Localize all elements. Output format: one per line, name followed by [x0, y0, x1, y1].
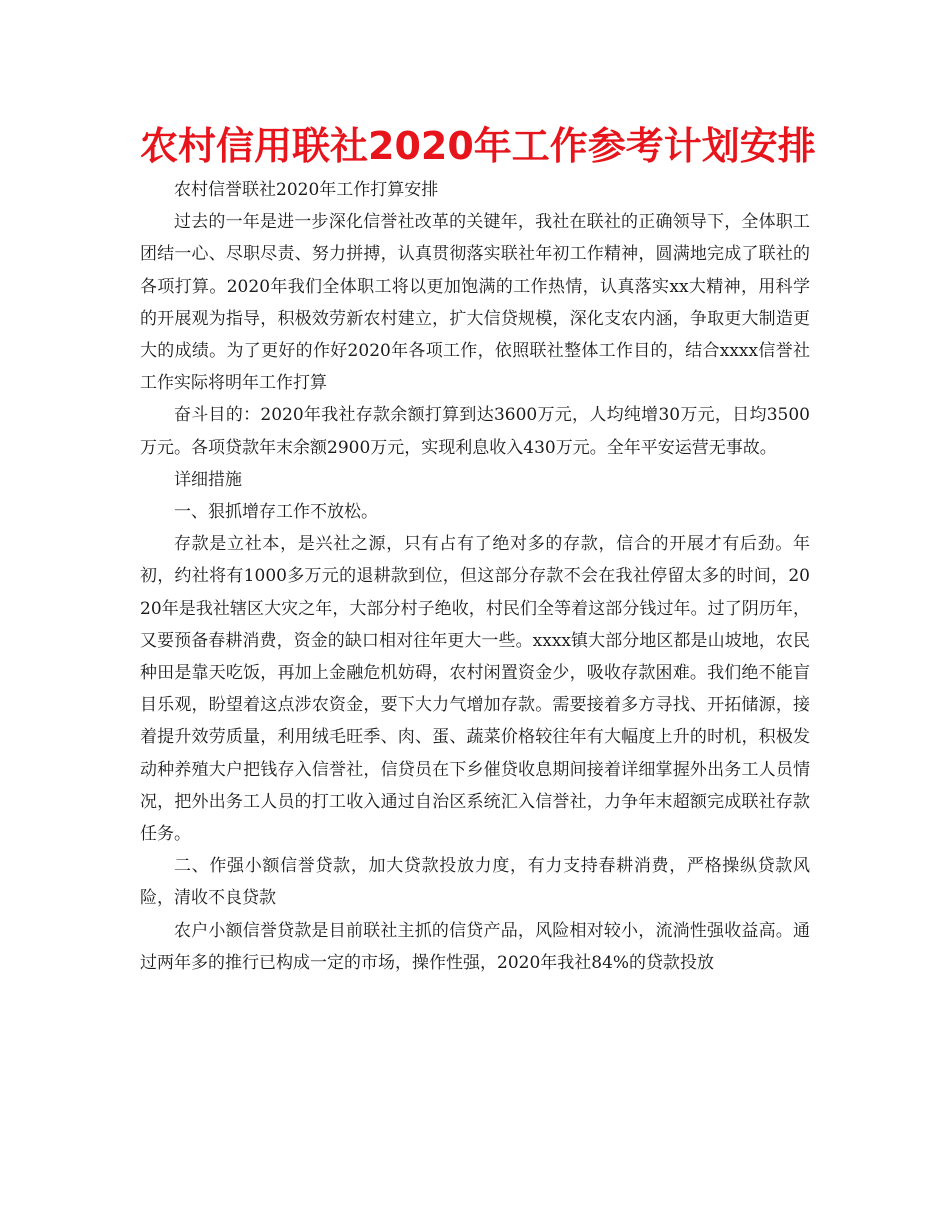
section-heading-loans: 二、作强小额信誉贷款，加大贷款投放力度，有力支持春耕消费，严格操纵贷款风险，清收不良贷款 — [140, 856, 810, 909]
document-body — [140, 174, 810, 979]
paragraph-loans: 农户小额信誉贷款是目前联社主抓的信贷产品，风险相对较小，流淌性强收益高。通过两年多的推行已构成一定的市场，操作性强，2020年我社84%的贷款投放 — [140, 920, 810, 973]
paragraph-goals: 奋斗目的：2020年我社存款余额打算到达3600万元，人均纯增30万元，日均3500万元。各项贷款年末余额2900万元，实现利息收入430万元。全年平安运营无事故。 — [140, 405, 810, 458]
section-heading-measures: 详细措施 — [174, 469, 242, 490]
paragraph-intro: 过去的一年是进一步深化信誉社改革的关键年，我社在联社的正确领导下，全体职工团结一心、尽职尽责、努力拼搏，认真贯彻落实联社年初工作精神，圆满地完成了联社的各项打算。2020年我们全体职工将以更加饱满的工作热情，认真落实xx大精神，用科学的开展观为指导，积极效劳新农村建立，扩大信贷规模，深化支农内涵，争取更大制造更大的成绩。为了更好的作好2020年各项工作，依照联社整体工作目的，结合xxxx信誉社工作实际将明年工作打算 — [140, 212, 810, 394]
document-title: 农村信用联社2020年工作参考计划安排 — [140, 124, 816, 168]
paragraph-deposits: 存款是立社本，是兴社之源，只有占有了绝对多的存款，信合的开展才有后劲。年初，约社将有1000多万元的退耕款到位，但这部分存款不会在我社停留太多的时间，2020年是我社辖区大灾之年，大部分村子绝收，村民们全等着这部分钱过年。过了阴历年，又要预备春耕消费，资金的缺口相对往年更大一些。xxxx镇大部分地区都是山坡地，农民种田是靠天吃饭，再加上金融危机妨碍，农村闲置资金少，吸收存款困难。我们绝不能盲目乐观，盼望着这点涉农资金，要下大力气增加存款。需要接着多方寻找、开拓储源，接着提升效劳质量，利用绒毛旺季、肉、蛋、蔬菜价格较往年有大幅度上升的时机，积极发动种养殖大户把钱存入信誉社，信贷员在下乡催贷收息期间接着详细掌握外出务工人员情况，把外出务工人员的打工收入通过自治区系统汇入信誉社，力争年末超额完成联社存款任务。 — [140, 534, 810, 845]
section-heading-deposits: 一、狠抓增存工作不放松。 — [174, 502, 378, 523]
document-subtitle: 农村信誉联社2020年工作打算安排 — [174, 180, 439, 200]
